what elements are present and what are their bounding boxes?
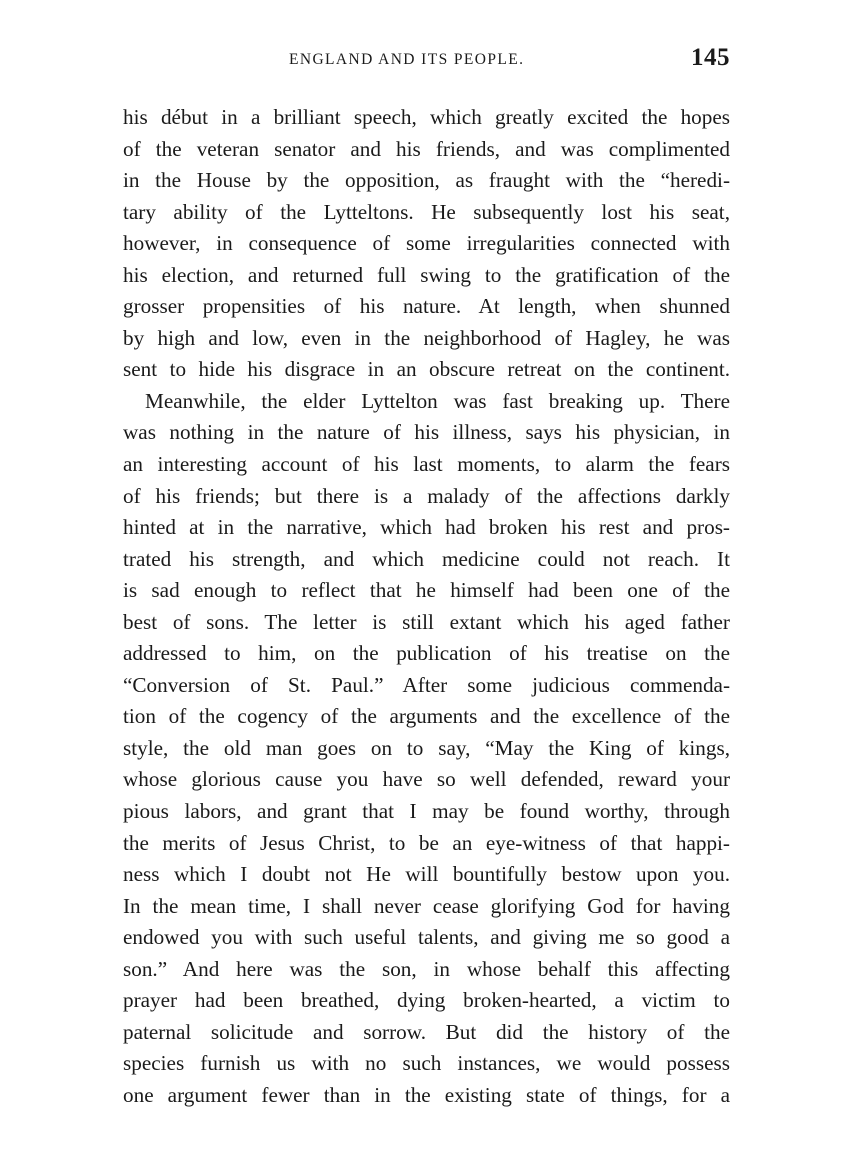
text-line: species furnish us with no such instances, we would possess (123, 1051, 730, 1076)
text-line: paternal solicitude and sorrow. But did the history of the (123, 1019, 730, 1044)
text-line: tion of the cogency of the arguments and the excellence of the (123, 704, 730, 729)
body-text (123, 102, 730, 1112)
text-line: ness which I doubt not He will bountifully bestow upon you. (123, 862, 730, 887)
page-number: 145 (691, 44, 730, 71)
text-line: an interesting account of his last moments, to alarm the fears (123, 452, 730, 477)
text-line: sent to hide his disgrace in an obscure retreat on the continent. (123, 357, 730, 382)
text-line: best of sons. The letter is still extant which his aged father (123, 609, 730, 634)
running-head (123, 44, 730, 78)
text-line: the merits of Jesus Christ, to be an eye-witness of that happi- (123, 830, 730, 855)
text-line: his election, and returned full swing to the gratification of the (123, 262, 730, 287)
text-line: tary ability of the Lytteltons. He subsequently lost his seat, (123, 199, 730, 224)
text-line: grosser propensities of his nature. At length, when shunned (123, 294, 730, 319)
text-line: whose glorious cause you have so well defended, reward your (123, 767, 730, 792)
text-line: style, the old man goes on to say, “May the King of kings, (123, 735, 730, 760)
paragraph-start-line: Meanwhile, the elder Lyttelton was fast breaking up. There (145, 388, 730, 413)
text-line: pious labors, and grant that I may be found worthy, through (123, 799, 730, 824)
text-line: in the House by the opposition, as fraught with the “heredi- (123, 168, 730, 193)
running-title: ENGLAND AND ITS PEOPLE. (289, 51, 525, 68)
text-line: of the veteran senator and his friends, and was complimented (123, 136, 730, 161)
text-line: son.” And here was the son, in whose behalf this affecting (123, 956, 730, 981)
text-line: endowed you with such useful talents, and giving me so good a (123, 925, 730, 950)
text-line: is sad enough to reflect that he himself had been one of the (123, 578, 730, 603)
text-line: one argument fewer than in the existing state of things, for a (123, 1082, 730, 1107)
text-line: trated his strength, and which medicine could not reach. It (123, 546, 730, 571)
text-line: by high and low, even in the neighborhood of Hagley, he was (123, 325, 730, 350)
text-line: his début in a brilliant speech, which greatly excited the hopes (123, 105, 730, 129)
text-line: hinted at in the narrative, which had broken his rest and pros- (123, 515, 730, 540)
text-line: In the mean time, I shall never cease glorifying God for having (123, 893, 730, 918)
text-line: was nothing in the nature of his illness, says his physician, in (123, 420, 730, 445)
text-line: prayer had been breathed, dying broken-hearted, a victim to (123, 988, 730, 1013)
text-line: “Conversion of St. Paul.” After some judicious commenda- (123, 672, 730, 697)
text-line: of his friends; but there is a malady of the affections darkly (123, 483, 730, 508)
text-line: addressed to him, on the publication of his treatise on the (123, 641, 730, 666)
text-line: however, in consequence of some irregularities connected with (123, 231, 730, 256)
